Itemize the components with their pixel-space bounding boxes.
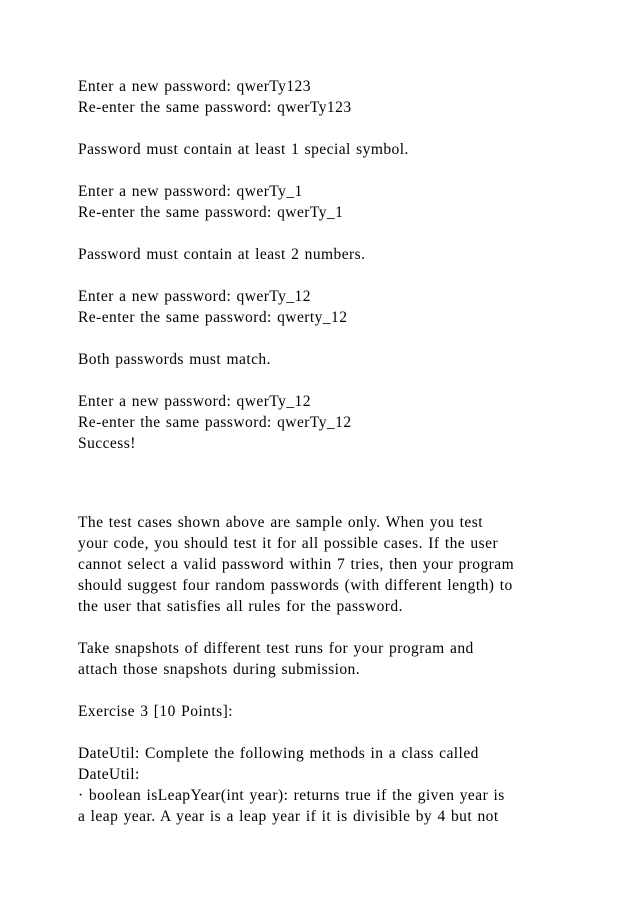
attempt-2-reenter-password: Re-enter the same password: qwerTy_1: [78, 204, 344, 221]
attempt-3-reenter-password: Re-enter the same password: qwerty_12: [78, 309, 348, 326]
attempt-4-new-password: Enter a new password: qwerTy_12: [78, 393, 311, 410]
instructions-1-line: should suggest four random passwords (with different length) to: [78, 577, 513, 594]
attempt-2-message: Password must contain at least 2 numbers.: [78, 246, 366, 263]
exercise-heading: Exercise 3 [10 Points]:: [78, 703, 233, 720]
attempt-3-new-password: Enter a new password: qwerTy_12: [78, 288, 311, 305]
attempt-4-message: Success!: [78, 435, 136, 452]
instructions-1-line: The test cases shown above are sample only. When you test: [78, 514, 483, 531]
attempt-3-message: Both passwords must match.: [78, 351, 271, 368]
attempt-1-reenter-password: Re-enter the same password: qwerTy123: [78, 99, 352, 116]
attempt-4-reenter-password: Re-enter the same password: qwerTy_12: [78, 414, 352, 431]
attempt-2-new-password: Enter a new password: qwerTy_1: [78, 183, 303, 200]
dateutil-intro-line: DateUtil:: [78, 766, 140, 783]
dateutil-intro-line: DateUtil: Complete the following methods in a class called: [78, 745, 479, 762]
isleapyear-bullet-line: · boolean isLeapYear(int year): returns true if the given year is: [78, 787, 505, 804]
instructions-1-line: the user that satisfies all rules for the password.: [78, 598, 403, 615]
instructions-1-line: your code, you should test it for all possible cases. If the user: [78, 535, 499, 552]
attempt-1-message: Password must contain at least 1 special symbol.: [78, 141, 409, 158]
instructions-2-line: attach those snapshots during submission.: [78, 661, 361, 678]
isleapyear-bullet-line: a leap year. A year is a leap year if it is divisible by 4 but not: [78, 808, 499, 825]
attempt-1-new-password: Enter a new password: qwerTy123: [78, 78, 311, 95]
instructions-2-line: Take snapshots of different test runs for your program and: [78, 640, 474, 657]
instructions-1-line: cannot select a valid password within 7 tries, then your program: [78, 556, 515, 573]
